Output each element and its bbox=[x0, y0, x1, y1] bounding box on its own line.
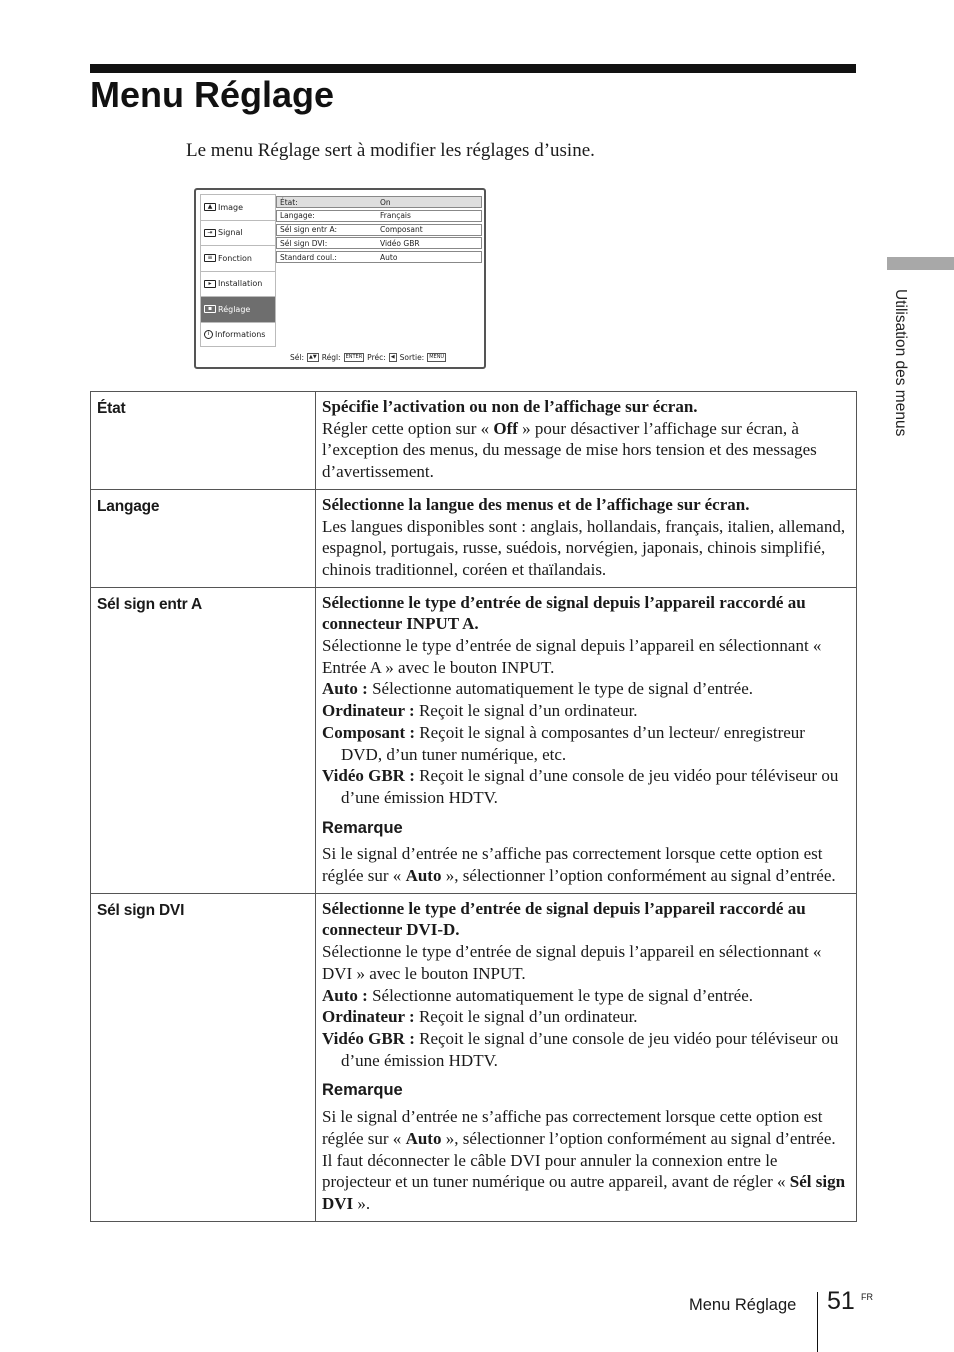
menu-sidebar bbox=[200, 194, 276, 347]
signal-icon: ⇥ bbox=[204, 229, 216, 237]
menu-item-function: ≡ Fonction bbox=[200, 245, 276, 271]
enter-key-icon: ENTER bbox=[345, 354, 363, 360]
table-row bbox=[91, 392, 857, 490]
left-arrow-icon: ◀ bbox=[390, 354, 395, 360]
row-description: Spécifie l’activation ou non de l’affichage sur écran. Régler cette option sur « Off » pour désactiver l’affichage sur écran, à l’exception des menus, du message de mise hors tension et des messages d’avertissement. bbox=[316, 392, 857, 490]
menu-key-icon: MENU bbox=[429, 354, 445, 360]
row-key: Sél sign entr A bbox=[91, 587, 316, 893]
function-icon: ≡ bbox=[204, 254, 216, 262]
note-heading: Remarque bbox=[322, 818, 403, 837]
menu-screenshot bbox=[194, 188, 486, 369]
menu-item-signal: ⇥ Signal bbox=[200, 220, 276, 246]
page-title: Menu Réglage bbox=[90, 74, 335, 115]
note-heading: Remarque bbox=[322, 1081, 403, 1100]
page-lang: FR bbox=[861, 1292, 873, 1302]
row-description: Sélectionne la langue des menus et de l’affichage sur écran. Les langues disponibles sont : anglais, hollandais, français, italien, allemand, espagnol, portugais, russe, suédois, norvégien, japonais, chinois simplifié, chinois traditionnel, coréen et thaïlandais. bbox=[316, 489, 857, 587]
menu-item-installation: ▸ Installation bbox=[200, 271, 276, 297]
table-row bbox=[91, 587, 857, 893]
side-tab-marker bbox=[887, 257, 954, 270]
table-row bbox=[91, 893, 857, 1221]
row-description: Sélectionne le type d’entrée de signal depuis l’appareil raccordé au connecteur DVI-D. Sélectionne le type d’entrée de signal depuis l’appareil en sélectionnant « DVI » avec le bouton INPUT. Auto : Sélectionne automatiquement le type de signal d’entrée. Ordinateur : Reçoit le signal d’un ordinateur. Vidéo GBR : Reçoit le signal d’une console de jeu vidéo pour téléviseur ou d’une émission HDTV. Remarque Si le signal d’entrée ne s’affiche pas correctement lorsque cette option est réglée sur « Auto », sélectionner l’option conformément au signal d’entrée. Il faut déconnecter le câble DVI pour annuler la connexion entre le projecteur et un tuner numérique ou autre appareil, avant de régler « Sél sign DVI ». bbox=[316, 893, 857, 1221]
menu-row: Langage: Français bbox=[276, 210, 482, 222]
page-number: 51 bbox=[827, 1287, 855, 1315]
info-icon: i bbox=[204, 330, 213, 339]
side-tab-label: Utilisation des menus bbox=[892, 289, 909, 437]
row-key: Sél sign DVI bbox=[91, 893, 316, 1221]
menu-row: Sél sign DVI: Vidéo GBR bbox=[276, 237, 482, 249]
footer-section-label: Menu Réglage bbox=[689, 1296, 797, 1314]
row-key: Langage bbox=[91, 489, 316, 587]
menu-row: Sél sign entr A: Composant bbox=[276, 224, 482, 236]
menu-settings-list bbox=[276, 196, 482, 265]
up-down-arrows-icon: ▲▼ bbox=[309, 354, 317, 360]
menu-item-information: i Informations bbox=[200, 322, 276, 348]
menu-row: État: On bbox=[276, 196, 482, 208]
row-key: État bbox=[91, 392, 316, 490]
intro-text: Le menu Réglage sert à modifier les réglages d’usine. bbox=[186, 140, 595, 161]
title-rule bbox=[90, 64, 856, 73]
row-description: Sélectionne le type d’entrée de signal depuis l’appareil raccordé au connecteur INPUT A. Sélectionne le type d’entrée de signal depuis l’appareil en sélectionnant « Entrée A » avec le bouton INPUT. Auto : Sélectionne automatiquement le type de signal d’entrée. Ordinateur : Reçoit le signal d’un ordinateur. Composant : Reçoit le signal à composantes d’un lecteur/ enregistreur DVD, d’un tuner numérique, etc. Vidéo GBR : Reçoit le signal d’une console de jeu vidéo pour téléviseur ou d’une émission HDTV. Remarque Si le signal d’entrée ne s’affiche pas correctement lorsque cette option est réglée sur « Auto », sélectionner l’option conformément au signal d’entrée. bbox=[316, 587, 857, 893]
menu-footer: Sél: ▲▼ Régl: ENTER Préc: ◀ Sortie: MENU bbox=[290, 353, 445, 362]
menu-item-setup: ▪ Réglage bbox=[200, 296, 276, 322]
footer-divider bbox=[817, 1292, 818, 1352]
image-icon: ▲ bbox=[204, 203, 216, 211]
menu-row: Standard coul.: Auto bbox=[276, 251, 482, 263]
setup-icon: ▪ bbox=[204, 305, 216, 313]
installation-icon: ▸ bbox=[204, 280, 216, 288]
settings-table bbox=[90, 391, 857, 1222]
table-row bbox=[91, 489, 857, 587]
menu-item-image: ▲ Image bbox=[200, 194, 276, 220]
